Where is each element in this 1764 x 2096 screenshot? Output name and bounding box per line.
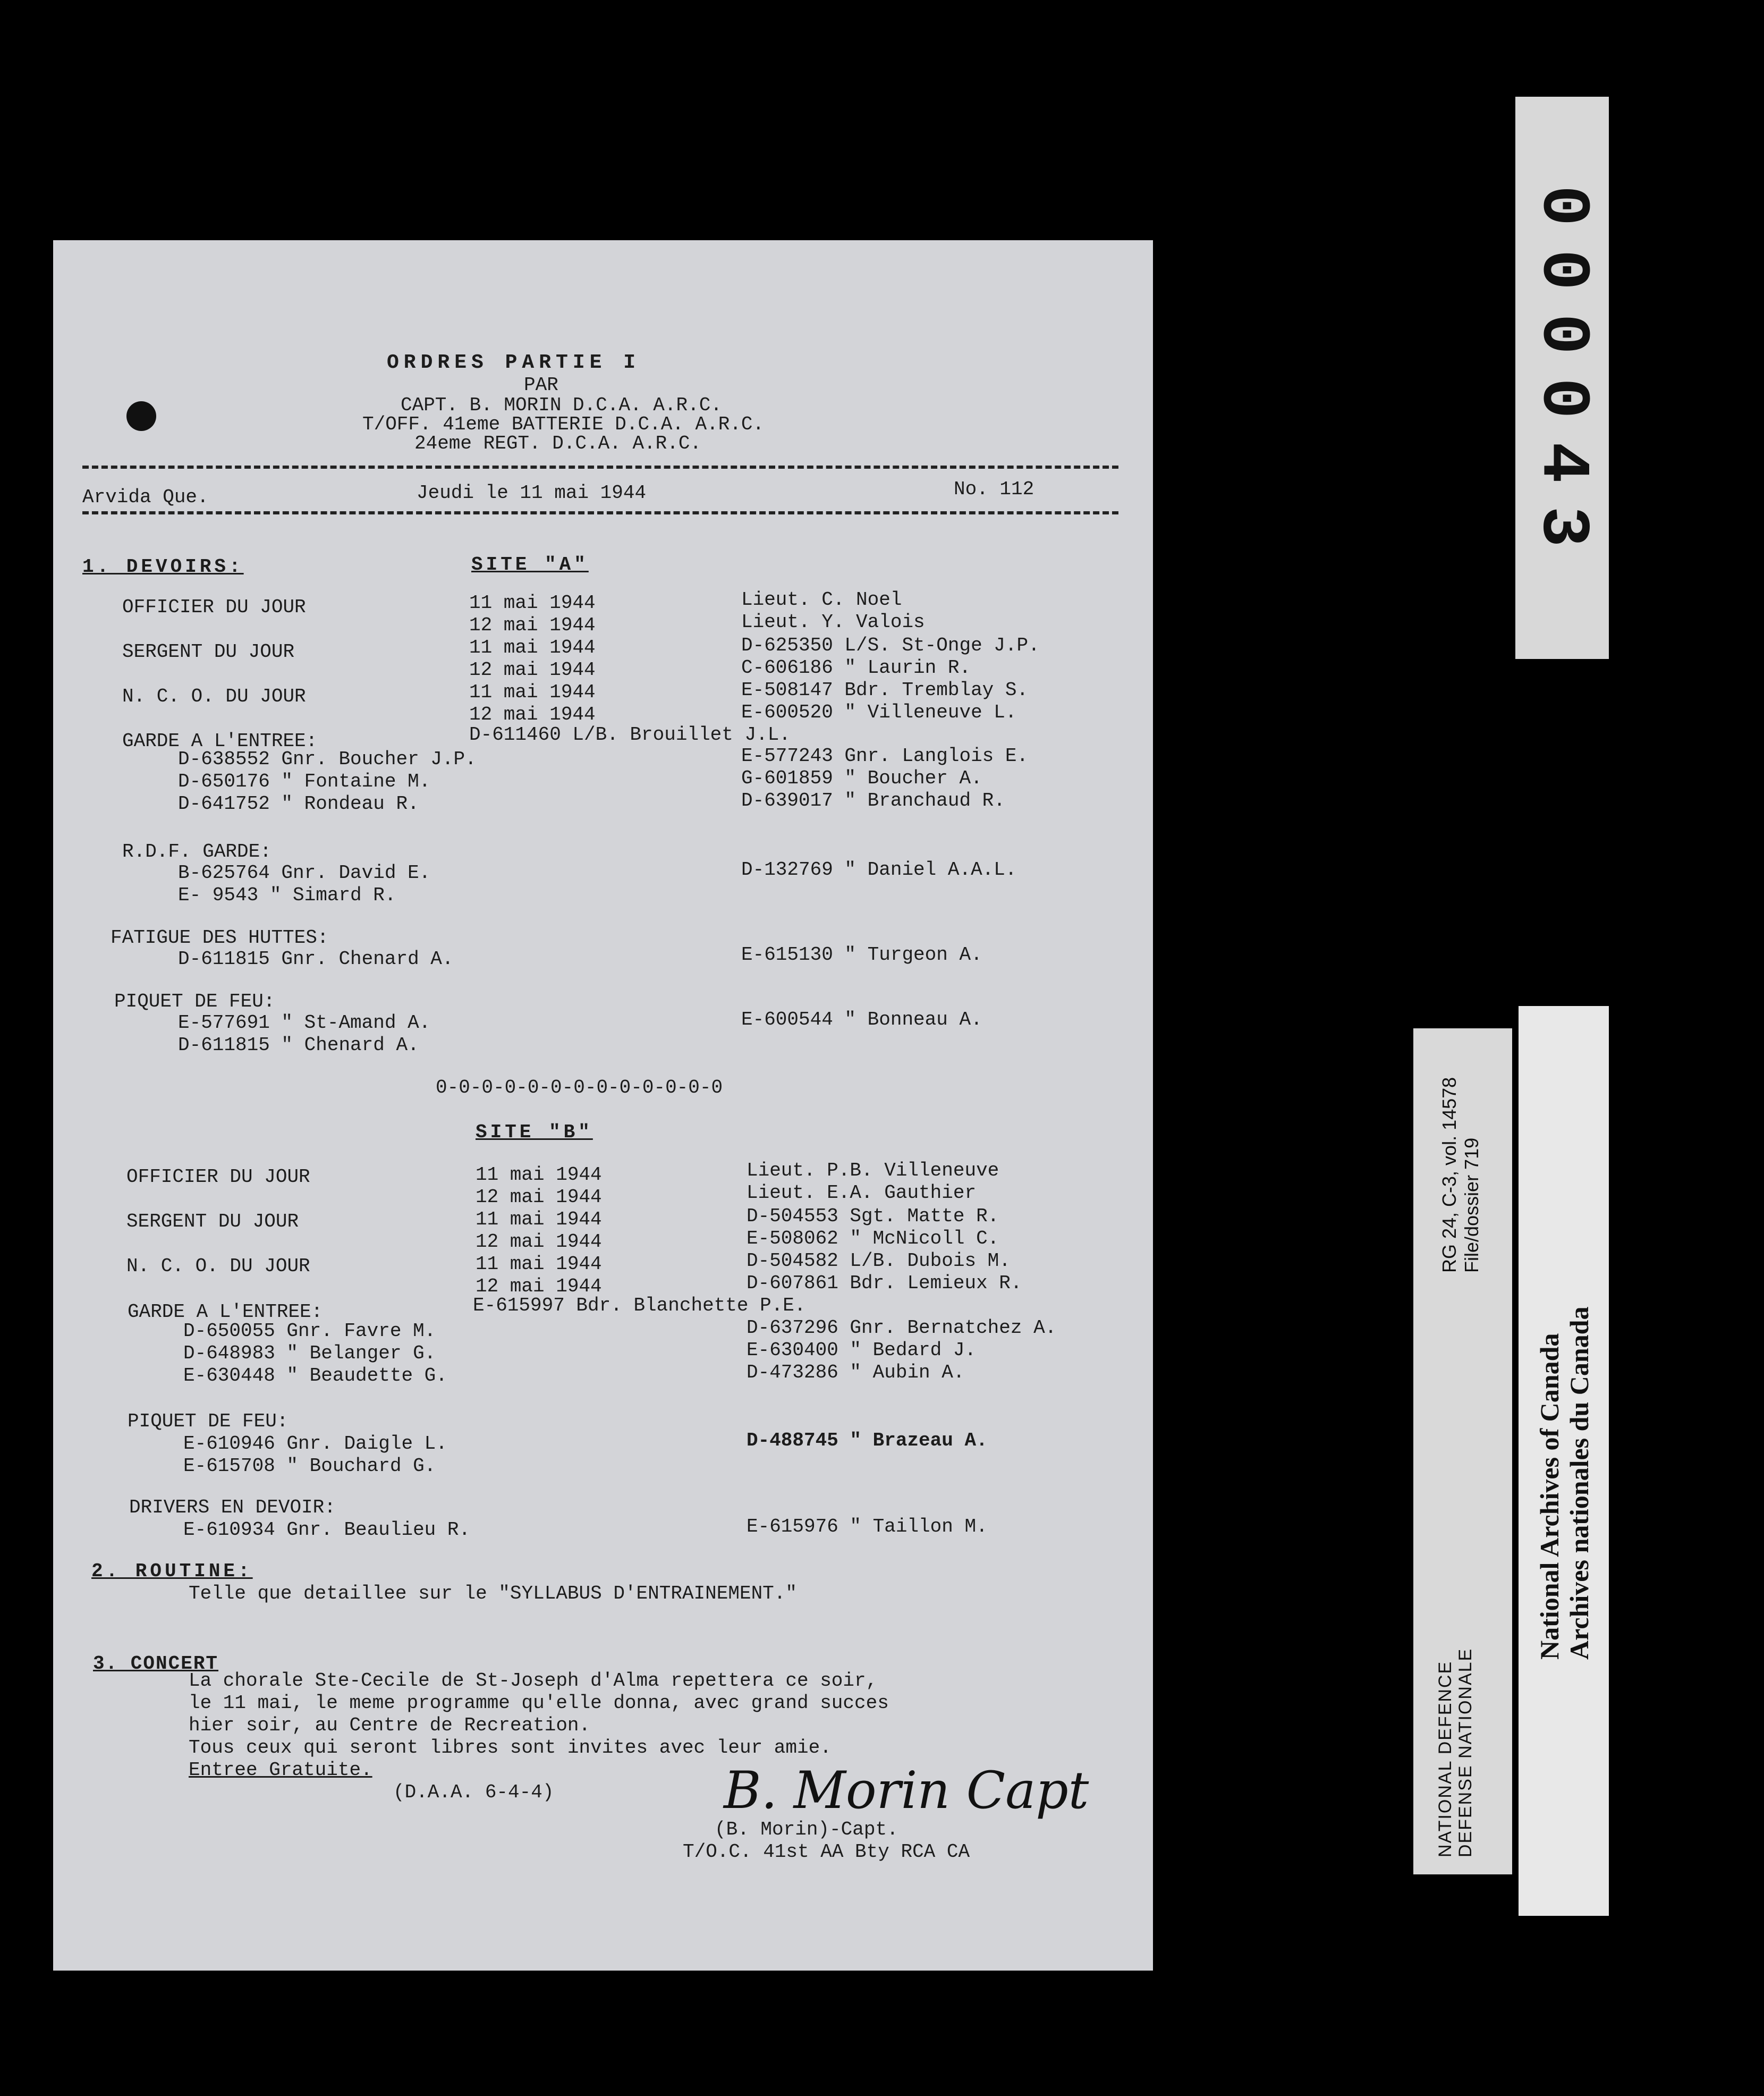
roster-entry: E-630400 " Bedard J.	[747, 1339, 977, 1361]
duty-name: E-600520 " Villeneuve L.	[741, 702, 1017, 723]
duty-name: E-508062 " McNicoll C.	[747, 1228, 999, 1249]
duty-date: 12 mai 1944	[476, 1275, 602, 1297]
site-b-garde-head: E-615997 Bdr. Blanchette P.E.	[473, 1295, 806, 1316]
site-a-officier-label: OFFICIER DU JOUR	[122, 596, 306, 618]
stamp-number: 000043	[1523, 185, 1601, 571]
duty-date: 12 mai 1944	[476, 1231, 602, 1253]
duty-name: D-504553 Sgt. Matte R.	[747, 1205, 999, 1227]
archive-stamp	[1515, 97, 1609, 659]
concert-text-line: le 11 mai, le meme programme qu'elle donna, avec grand succes	[189, 1692, 889, 1714]
duty-date: 11 mai 1944	[469, 681, 596, 703]
roster-entry: E-615708 " Bouchard G.	[183, 1455, 436, 1477]
duty-name: Lieut. Y. Valois	[741, 611, 925, 633]
order-date: Jeudi le 11 mai 1944	[417, 482, 647, 504]
concert-text-line: Tous ceux qui seront libres sont invites avec leur amie.	[189, 1737, 832, 1759]
site-b-title: SITE "B"	[476, 1121, 593, 1143]
roster-entry: D-650055 Gnr. Favre M.	[183, 1320, 436, 1342]
rdf-garde-label: R.D.F. GARDE:	[122, 841, 272, 863]
archives-name-fr: Archives nationales du Canada	[1564, 1306, 1594, 1660]
duty-name: Lieut. E.A. Gauthier	[747, 1182, 977, 1204]
duty-date: 12 mai 1944	[476, 1186, 602, 1208]
roster-entry: D-132769 " Daniel A.A.L.	[741, 859, 1017, 881]
concert-text-line: hier soir, au Centre de Recreation.	[189, 1714, 591, 1736]
roster-entry: E-610946 Gnr. Daigle L.	[183, 1433, 447, 1455]
site-a-sergent-label: SERGENT DU JOUR	[122, 641, 295, 663]
roster-entry: E-615130 " Turgeon A.	[741, 944, 982, 966]
duty-name: Lieut. P.B. Villeneuve	[747, 1160, 999, 1181]
roster-entry: E-577691 " St-Amand A.	[178, 1012, 431, 1034]
roster-entry: E-615976 " Taillon M.	[747, 1516, 988, 1537]
duty-date: 11 mai 1944	[476, 1164, 602, 1186]
roster-entry: D-650176 " Fontaine M.	[178, 771, 431, 792]
duty-date: 11 mai 1944	[476, 1253, 602, 1275]
site-a-garde-label: GARDE A L'ENTREE:	[122, 730, 318, 752]
site-a-title: SITE "A"	[471, 554, 589, 576]
document-title: ORDRES PARTIE I	[387, 351, 641, 374]
site-b-piquet-label: PIQUET DE FEU:	[128, 1410, 289, 1432]
national-defence: NATIONAL DEFENCE	[1435, 1660, 1455, 1857]
roster-entry: D-638552 Gnr. Boucher J.P.	[178, 748, 477, 770]
duty-name: D-607861 Bdr. Lemieux R.	[747, 1272, 1022, 1294]
archives-strip	[1519, 1006, 1609, 1916]
roster-entry: D-611815 Gnr. Chenard A.	[178, 948, 454, 970]
roster-entry: B-625764 Gnr. David E.	[178, 862, 431, 884]
header-line-3: 24eme REGT. D.C.A. A.R.C.	[414, 433, 702, 454]
reference-code: (D.A.A. 6-4-4)	[393, 1781, 554, 1803]
duty-name: D-504582 L/B. Dubois M.	[747, 1250, 1011, 1272]
site-a-piquet-label: PIQUET DE FEU:	[114, 991, 275, 1012]
site-b-nco-label: N. C. O. DU JOUR	[126, 1255, 310, 1277]
divider-top	[82, 466, 1118, 469]
duty-name: D-625350 L/S. St-Onge J.P.	[741, 635, 1040, 656]
roster-entry: D-473286 " Aubin A.	[747, 1362, 965, 1383]
site-a-nco-label: N. C. O. DU JOUR	[122, 686, 306, 707]
site-b-officier-label: OFFICIER DU JOUR	[126, 1166, 310, 1188]
defense-nationale: DEFENSE NATIONALE	[1455, 1647, 1475, 1857]
separator-line: 0-0-0-0-0-0-0-0-0-0-0-0-0	[436, 1077, 723, 1098]
roster-entry: D-639017 " Branchaud R.	[741, 790, 1005, 812]
duty-date: 12 mai 1944	[469, 614, 596, 636]
roster-entry: D-641752 " Rondeau R.	[178, 793, 419, 815]
duty-name: Lieut. C. Noel	[741, 589, 902, 611]
roster-entry: E-630448 " Beaudette G.	[183, 1365, 447, 1387]
punch-hole	[126, 401, 156, 431]
place: Arvida Que.	[82, 486, 209, 508]
roster-entry: E-610934 Gnr. Beaulieu R.	[183, 1519, 471, 1541]
entree-gratuite: Entree Gratuite.	[189, 1759, 372, 1781]
duty-date: 11 mai 1944	[469, 592, 596, 614]
roster-entry: G-601859 " Boucher A.	[741, 767, 982, 789]
signature-title: T/O.C. 41st AA Bty RCA CA	[683, 1841, 970, 1863]
duty-date: 11 mai 1944	[469, 637, 596, 658]
roster-entry: E-577243 Gnr. Langlois E.	[741, 745, 1029, 767]
drivers-label: DRIVERS EN DEVOIR:	[129, 1497, 336, 1518]
order-number: No. 112	[954, 478, 1034, 500]
divider-bottom	[82, 511, 1118, 514]
roster-entry: D-488745 " Brazeau A.	[747, 1430, 988, 1451]
header-line-1: CAPT. B. MORIN D.C.A. A.R.C.	[401, 394, 722, 416]
site-b-sergent-label: SERGENT DU JOUR	[126, 1211, 299, 1232]
site-a-garde-head: D-611460 L/B. Brouillet J.L.	[469, 724, 791, 746]
signature-typed-name: (B. Morin)-Capt.	[715, 1819, 898, 1840]
defence-strip	[1413, 1028, 1512, 1874]
section-1-label: 1. DEVOIRS:	[82, 556, 244, 578]
roster-entry: E- 9543 " Simard R.	[178, 884, 396, 906]
document-page	[53, 240, 1153, 1971]
duty-name: C-606186 " Laurin R.	[741, 657, 971, 679]
concert-text-line: La chorale Ste-Cecile de St-Joseph d'Alma repettera ce soir,	[189, 1670, 878, 1692]
fatigue-label: FATIGUE DES HUTTES:	[111, 927, 329, 949]
duty-date: 12 mai 1944	[469, 659, 596, 681]
site-b-garde-label: GARDE A L'ENTREE:	[128, 1301, 323, 1323]
handwritten-signature: B. Morin Capt	[724, 1761, 1089, 1820]
roster-entry: D-637296 Gnr. Bernatchez A.	[747, 1317, 1057, 1339]
duty-date: 12 mai 1944	[469, 704, 596, 725]
header-line-2: T/OFF. 41eme BATTERIE D.C.A. A.R.C.	[362, 413, 765, 435]
roster-entry: E-600544 " Bonneau A.	[741, 1009, 982, 1030]
section-2-label: 2. ROUTINE:	[91, 1560, 253, 1582]
archive-reference-2: File/dossier 719	[1461, 1137, 1482, 1273]
routine-text: Telle que detaillee sur le "SYLLABUS D'ENTRAINEMENT."	[189, 1583, 797, 1604]
header-par: PAR	[524, 374, 558, 396]
section-3-label: 3. CONCERT	[93, 1653, 219, 1675]
duty-name: E-508147 Bdr. Tremblay S.	[741, 679, 1029, 701]
roster-entry: D-648983 " Belanger G.	[183, 1342, 436, 1364]
archive-reference-1: RG 24, C-3, vol. 14578	[1438, 1077, 1460, 1273]
archives-name-en: National Archives of Canada	[1534, 1333, 1564, 1660]
roster-entry: D-611815 " Chenard A.	[178, 1034, 419, 1056]
duty-date: 11 mai 1944	[476, 1208, 602, 1230]
